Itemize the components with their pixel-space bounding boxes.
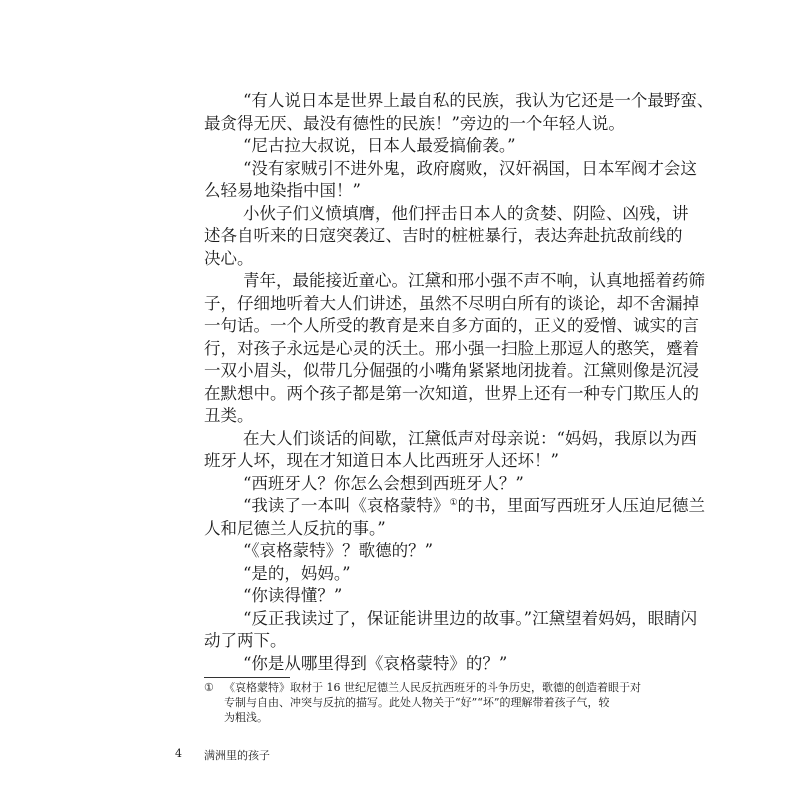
text-line: 班牙人坏，现在才知道日本人比西班牙人还坏！” bbox=[204, 451, 559, 470]
text-line: 么轻易地染指中国！” bbox=[204, 181, 361, 200]
text-line: “西班牙人？你怎么会想到西班牙人？” bbox=[243, 473, 524, 493]
paragraph bbox=[204, 135, 596, 158]
footnote-marker: ① bbox=[204, 681, 214, 694]
text-line: 行，对孩子永远是心灵的沃土。邢小强一扫脸上那逗人的憨笑，蹙着 bbox=[204, 338, 699, 358]
text-line: 在大人们谈话的间歇，江黛低声对母亲说：“妈妈，我原以为西 bbox=[243, 428, 697, 448]
text-line: “没有家贼引不进外鬼，政府腐败，汉奸祸国，日本军阀才会这 bbox=[243, 158, 697, 178]
text-line bbox=[204, 495, 706, 518]
text-line: 小伙子们义愤填膺，他们抨击日本人的贪婪、阴险、凶残，讲 bbox=[243, 203, 689, 223]
text-line: 一句话。一个人所受的教育是来自多方面的，正义的爱憎、诚实的言 bbox=[204, 316, 699, 335]
paragraph bbox=[204, 90, 714, 135]
running-title: 满洲里的孩子 bbox=[204, 749, 270, 762]
paragraph bbox=[204, 473, 596, 496]
text-line: 述各自听来的日寇突袭辽、吉时的桩桩暴行，表达奔赴抗敌前线的 bbox=[204, 226, 683, 245]
text-line: 决心。 bbox=[204, 248, 254, 268]
body-text bbox=[204, 90, 714, 675]
text-line: 青年，最能接近童心。江黛和邢小强不声不响，认真地摇着药筛 bbox=[243, 271, 705, 290]
paragraph bbox=[204, 203, 689, 271]
text-line: “《哀格蒙特》？歌德的？” bbox=[243, 541, 434, 560]
text-segment: “我读了一本叫《哀格蒙特》 bbox=[243, 496, 450, 515]
text-line: 丑类。 bbox=[204, 406, 254, 425]
paragraph bbox=[204, 428, 697, 473]
text-line: “有人说日本是世界上最自私的民族，我认为它还是一个最野蛮、 bbox=[243, 91, 714, 110]
footnote-line: 为粗浅。 bbox=[224, 711, 268, 724]
footnote-text bbox=[224, 680, 641, 725]
text-line: 动了两下。 bbox=[204, 631, 287, 650]
footnote-divider bbox=[204, 677, 290, 678]
paragraph bbox=[204, 653, 596, 676]
text-line: 人和尼德兰人反抗的事。” bbox=[204, 518, 386, 538]
text-line: “反正我读过了，保证能讲里边的故事。”江黛望着妈妈，眼睛闪 bbox=[243, 608, 698, 628]
paragraph bbox=[204, 608, 698, 653]
text-line: “是的，妈妈。” bbox=[243, 563, 351, 583]
paragraph bbox=[204, 158, 697, 203]
page-number: 4 bbox=[175, 747, 182, 760]
paragraph bbox=[204, 495, 706, 540]
paragraph bbox=[204, 540, 596, 563]
text-line: “你是从哪里得到《哀格蒙特》的？” bbox=[243, 653, 508, 673]
text-line: “你读得懂？” bbox=[243, 586, 343, 605]
text-line: 在默想中。两个孩子都是第一次知道，世界上还有一种专门欺压人的 bbox=[204, 383, 699, 403]
footnote-line: 专制与自由、冲突与反抗的描写。此处人物关于“好”“坏”的理解带着孩子气，较 bbox=[224, 696, 610, 709]
text-line: 子，仔细地听着大人们讲述，虽然不尽明白所有的谈论，却不舍漏掉 bbox=[204, 293, 699, 313]
paragraph bbox=[204, 585, 596, 608]
text-line: 最贪得无厌、最没有德性的民族！”旁边的一个年轻人说。 bbox=[204, 113, 625, 133]
paragraph bbox=[204, 270, 705, 428]
paragraph bbox=[204, 563, 596, 586]
text-line: 一双小眉头，似带几分倔强的小嘴角紧紧地闭拢着。江黛则像是沉浸 bbox=[204, 361, 699, 380]
text-segment: 的书，里面写西班牙人压迫尼德兰 bbox=[457, 496, 706, 515]
text-line: “尼古拉大叔说，日本人最爱搞偷袭。” bbox=[243, 136, 516, 155]
footnote-line: 《哀格蒙特》取材于 16 世纪尼德兰人民反抗西班牙的斗争历史，歌德的创造着眼于对 bbox=[224, 681, 641, 694]
footnote-reference: ① bbox=[449, 498, 458, 508]
